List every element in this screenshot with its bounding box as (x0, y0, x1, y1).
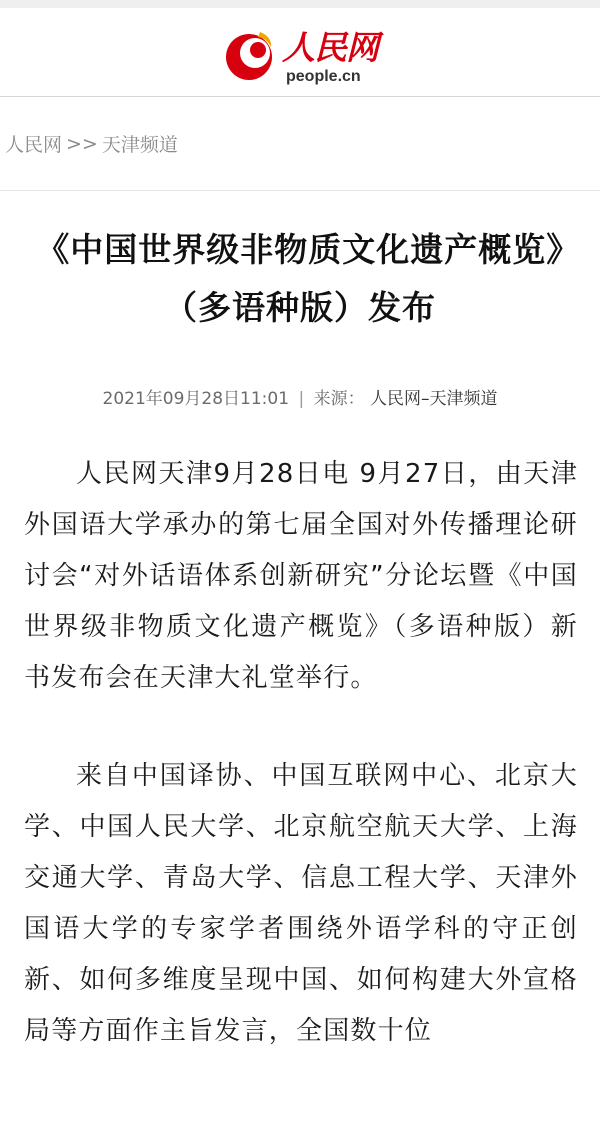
site-header (0, 8, 600, 97)
article-datetime: 2021年09月28日11:01 (102, 389, 290, 409)
article-meta (0, 387, 600, 411)
meta-divider: | (298, 389, 305, 409)
article-paragraph: 来自中国译协、中国互联网中心、北京大学、中国人民大学、北京航空航天大学、上海交通大学、青岛大学、信息工程大学、天津外国语大学的专家学者围绕外语学科的守正创新、如何多维度呈现中国、如何构建大外宣格局等方面作主旨发言，全国数十位 (24, 761, 578, 1046)
source-label: 来源： (313, 389, 365, 409)
breadcrumb (0, 97, 600, 191)
article-title: 《中国世界级非物质文化遗产概览》（多语种版）发布 (36, 230, 564, 327)
logo-text: 人民网 (282, 28, 378, 67)
article-body (24, 449, 578, 1057)
top-strip (0, 0, 600, 8)
breadcrumb-separator: >> (66, 132, 98, 155)
logo-domain: people.cn (286, 68, 361, 85)
breadcrumb-channel-link[interactable]: 天津频道 (101, 134, 178, 156)
breadcrumb-home-link[interactable]: 人民网 (5, 134, 63, 156)
article-paragraph: 人民网天津9月28日电 9月27日，由天津外国语大学承办的第七届全国对外传播理论研讨会“对外话语体系创新研究”分论坛暨《中国世界级非物质文化遗产概览》（多语种版）新书发布会在天津大礼堂举行。 (24, 459, 578, 693)
logo-swirl-icon (222, 26, 280, 84)
article-source-link[interactable]: 人民网–天津频道 (369, 389, 498, 409)
site-logo[interactable] (222, 26, 382, 88)
